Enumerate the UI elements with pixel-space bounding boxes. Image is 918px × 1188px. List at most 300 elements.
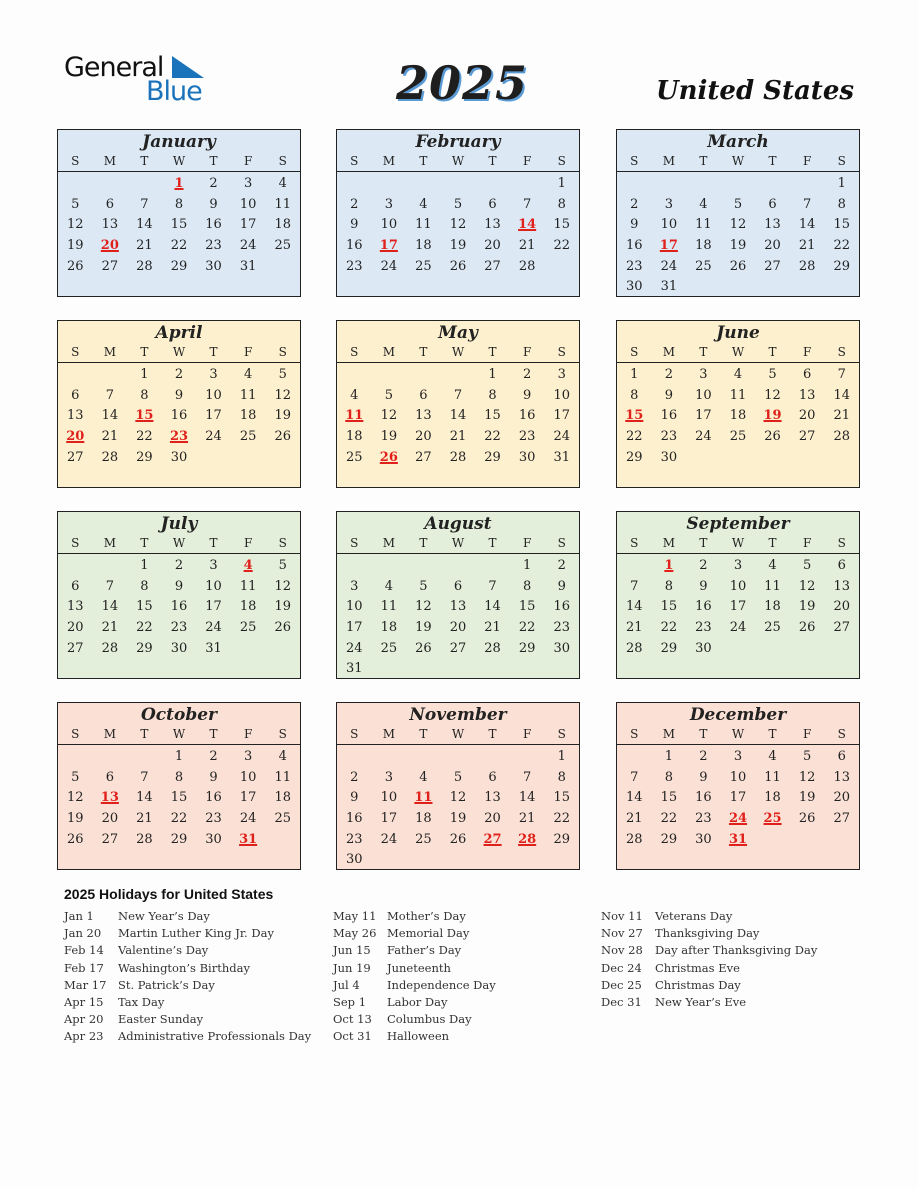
- day-cell: 9: [174, 578, 184, 594]
- day-cell: 29: [660, 831, 678, 847]
- weekday-label: S: [278, 727, 287, 741]
- holiday-list-item: [64, 942, 311, 959]
- day-cell: 12: [274, 387, 291, 403]
- day-cell: 9: [209, 769, 218, 785]
- weekday-label: W: [451, 536, 465, 550]
- weekday-label: T: [140, 345, 149, 359]
- general-blue-logo: [64, 52, 214, 112]
- weekday-header: [337, 725, 579, 745]
- holiday-name: Day after Thanksgiving Day: [655, 943, 818, 958]
- day-cell: 26: [274, 620, 291, 636]
- day-cell: 6: [453, 578, 463, 594]
- empty-cell: [475, 556, 510, 577]
- day-cell: 18: [239, 408, 257, 424]
- holiday-name: Tax Day: [118, 994, 165, 1009]
- day-cell: 3: [733, 749, 743, 764]
- day-cell: 10: [660, 217, 678, 233]
- weekday-label: W: [731, 154, 745, 168]
- day-cell: 4: [419, 196, 428, 212]
- day-cell: 5: [71, 196, 80, 212]
- day-cell: 14: [101, 599, 119, 615]
- day-cell: 5: [278, 367, 287, 382]
- holiday-name: Independence Day: [387, 977, 496, 992]
- day-cell: 5: [419, 578, 428, 594]
- day-cell: 23: [346, 831, 363, 847]
- empty-cell: [93, 556, 128, 577]
- weekday-label: W: [731, 727, 745, 741]
- day-cell: 29: [170, 258, 188, 274]
- day-cell: 29: [136, 640, 153, 656]
- day-cell: 13: [449, 599, 467, 615]
- weekday-header: [617, 152, 859, 172]
- day-cell: 19: [274, 599, 291, 615]
- holiday-name: Easter Sunday: [118, 1012, 204, 1027]
- weekday-header: [58, 534, 300, 554]
- weekday-label: M: [103, 154, 116, 168]
- day-cell: 4: [384, 578, 393, 594]
- day-cell: 18: [380, 620, 398, 636]
- holiday-date: May 26: [333, 926, 377, 941]
- day-cell: 24: [239, 811, 257, 827]
- day-grid: [337, 363, 579, 468]
- day-grid: [617, 745, 859, 850]
- day-cell: 12: [729, 217, 747, 233]
- day-cell: 11: [729, 387, 747, 403]
- day-cell: 26: [415, 640, 432, 656]
- day-cell: 18: [346, 429, 363, 445]
- day-cell: 21: [833, 408, 850, 424]
- holiday-list-item: [333, 925, 496, 942]
- holiday-name: Veterans Day: [655, 909, 733, 923]
- day-cell: 3: [243, 176, 253, 191]
- day-cell: 28: [101, 449, 119, 465]
- weekday-label: F: [522, 536, 532, 550]
- day-cell: 16: [346, 238, 363, 254]
- day-cell: 24: [380, 831, 398, 847]
- empty-cell: [406, 747, 441, 768]
- day-grid: [337, 745, 579, 871]
- day-cell: 26: [798, 811, 816, 827]
- weekday-label: F: [243, 345, 253, 359]
- empty-cell: [406, 174, 441, 195]
- day-cell: 3: [243, 749, 253, 764]
- day-cell: 1: [174, 749, 184, 764]
- day-cell: 31: [553, 449, 570, 465]
- day-cell: 12: [380, 408, 398, 424]
- day-cell: 24: [205, 429, 222, 445]
- weekday-label: T: [768, 727, 777, 741]
- day-cell: 25: [239, 620, 257, 636]
- day-cell: 14: [626, 790, 643, 806]
- day-cell: 12: [449, 217, 467, 233]
- day-cell: 21: [136, 238, 153, 254]
- day-cell: 27: [101, 258, 119, 274]
- day-cell: 27: [67, 449, 84, 465]
- weekday-label: S: [278, 536, 287, 550]
- empty-cell: [127, 174, 162, 195]
- day-cell: 30: [518, 449, 536, 465]
- month-name: February: [415, 132, 501, 152]
- holiday-date: Nov 27: [601, 926, 643, 941]
- day-cell: 5: [802, 558, 812, 573]
- holiday-list-item: [333, 1028, 496, 1045]
- holiday-name: St. Patrick’s Day: [118, 977, 215, 992]
- day-cell: 23: [205, 811, 222, 827]
- day-cell: 16: [660, 408, 678, 424]
- day-cell: 4: [243, 367, 253, 382]
- day-cell: 12: [415, 599, 432, 615]
- day-cell: 14: [626, 599, 643, 615]
- day-cell: 29: [833, 258, 850, 274]
- day-cell: 28: [833, 429, 850, 445]
- day-cell: 3: [699, 367, 708, 382]
- weekday-label: F: [802, 727, 812, 741]
- day-cell: 24: [239, 238, 257, 254]
- holiday-list-item: [601, 994, 817, 1011]
- holiday-name: Labor Day: [387, 994, 448, 1009]
- holiday-name: Mother’s Day: [387, 909, 466, 923]
- holiday-date: Oct 13: [333, 1012, 372, 1027]
- day-cell: 11: [695, 217, 712, 233]
- day-cell: 13: [798, 387, 816, 403]
- day-cell: 9: [350, 217, 359, 233]
- holiday-date: Jan 1: [64, 909, 94, 923]
- weekday-label: T: [209, 345, 218, 359]
- month-january: [57, 129, 301, 297]
- day-cell: 27: [798, 429, 816, 445]
- weekday-label: W: [172, 345, 186, 359]
- day-cell: 30: [346, 852, 363, 868]
- logo-text-general: General: [64, 52, 164, 83]
- weekday-label: S: [278, 154, 287, 168]
- weekday-label: F: [243, 727, 253, 741]
- logo-text-blue: Blue: [146, 76, 202, 107]
- day-cell: 18: [729, 408, 747, 424]
- day-cell: 4: [278, 749, 287, 764]
- weekday-label: S: [71, 536, 80, 550]
- holiday-day-cell: 19: [763, 408, 782, 424]
- day-cell: 27: [484, 258, 501, 274]
- day-cell: 7: [837, 367, 846, 382]
- day-cell: 20: [67, 620, 84, 636]
- month-november: [336, 702, 580, 870]
- empty-cell: [510, 747, 545, 768]
- empty-cell: [475, 747, 510, 768]
- day-cell: 20: [484, 238, 501, 254]
- day-cell: 26: [798, 620, 816, 636]
- day-cell: 15: [660, 599, 678, 615]
- day-cell: 19: [729, 238, 747, 254]
- weekday-label: T: [488, 727, 497, 741]
- holiday-day-cell: 15: [135, 408, 154, 424]
- holiday-date: May 11: [333, 909, 377, 923]
- day-cell: 15: [136, 599, 153, 615]
- day-cell: 8: [664, 578, 673, 594]
- day-cell: 27: [833, 620, 850, 636]
- day-cell: 8: [557, 769, 566, 785]
- day-cell: 19: [449, 811, 467, 827]
- month-name: July: [160, 514, 198, 534]
- day-cell: 13: [484, 217, 501, 233]
- day-cell: 16: [205, 790, 222, 806]
- holiday-day-cell: 15: [625, 408, 644, 424]
- weekday-label: T: [140, 727, 149, 741]
- month-february: [336, 129, 580, 297]
- day-cell: 5: [453, 769, 463, 785]
- day-cell: 1: [140, 367, 149, 382]
- weekday-header: [337, 152, 579, 172]
- day-cell: 26: [67, 831, 84, 847]
- day-cell: 9: [664, 387, 673, 403]
- day-cell: 7: [140, 196, 149, 212]
- day-cell: 14: [798, 217, 816, 233]
- month-name: August: [424, 514, 492, 534]
- holiday-day-cell: 20: [66, 429, 85, 445]
- weekday-label: S: [630, 727, 639, 741]
- weekday-label: S: [71, 727, 80, 741]
- day-grid: [617, 363, 859, 468]
- holiday-list-item: [64, 925, 311, 942]
- day-cell: 1: [837, 176, 846, 191]
- weekday-label: T: [768, 154, 777, 168]
- day-cell: 22: [833, 238, 850, 254]
- day-cell: 23: [695, 811, 712, 827]
- day-cell: 20: [101, 811, 119, 827]
- holiday-date: Oct 31: [333, 1029, 372, 1044]
- day-cell: 8: [837, 196, 846, 212]
- day-cell: 4: [768, 749, 777, 764]
- weekday-label: M: [662, 536, 675, 550]
- day-cell: 10: [380, 790, 398, 806]
- day-cell: 30: [553, 640, 570, 656]
- holiday-name: Father’s Day: [387, 943, 462, 958]
- weekday-label: S: [557, 345, 566, 359]
- day-cell: 22: [660, 811, 678, 827]
- day-cell: 4: [733, 367, 743, 382]
- day-cell: 3: [664, 196, 673, 212]
- holidays-heading: 2025 Holidays for United States: [64, 886, 274, 902]
- weekday-label: S: [557, 536, 566, 550]
- day-cell: 2: [174, 367, 184, 382]
- empty-cell: [790, 174, 825, 195]
- holiday-name: New Year’s Eve: [655, 994, 747, 1009]
- weekday-label: M: [382, 345, 395, 359]
- weekday-label: M: [382, 727, 395, 741]
- day-cell: 10: [380, 217, 398, 233]
- empty-cell: [686, 174, 721, 195]
- holiday-name: Christmas Eve: [655, 960, 740, 975]
- holiday-date: Feb 14: [64, 943, 104, 958]
- day-grid: [58, 172, 300, 277]
- empty-cell: [93, 365, 128, 386]
- weekday-label: S: [630, 154, 639, 168]
- day-cell: 21: [136, 811, 153, 827]
- day-cell: 7: [802, 196, 812, 212]
- weekday-header: [617, 534, 859, 554]
- day-cell: 26: [729, 258, 747, 274]
- day-cell: 12: [798, 769, 816, 785]
- day-cell: 7: [522, 196, 532, 212]
- holiday-list-item: [601, 977, 817, 994]
- logo-triangle-icon: [172, 56, 204, 78]
- day-cell: 1: [630, 367, 639, 382]
- day-cell: 17: [553, 408, 570, 424]
- day-cell: 8: [174, 196, 184, 212]
- day-cell: 27: [449, 640, 467, 656]
- day-cell: 20: [833, 599, 850, 615]
- country-title: United States: [655, 76, 854, 106]
- weekday-label: M: [662, 154, 675, 168]
- weekday-label: T: [699, 727, 708, 741]
- weekday-label: T: [209, 536, 218, 550]
- weekday-label: S: [557, 154, 566, 168]
- month-name: April: [155, 323, 203, 343]
- day-cell: 21: [626, 811, 643, 827]
- holiday-list-item: [601, 960, 817, 977]
- holiday-list-item: [601, 942, 817, 959]
- day-cell: 24: [380, 258, 398, 274]
- day-grid: [58, 554, 300, 659]
- day-cell: 8: [557, 196, 566, 212]
- day-cell: 6: [105, 769, 114, 785]
- day-cell: 27: [833, 811, 850, 827]
- day-cell: 18: [764, 599, 781, 615]
- day-cell: 27: [764, 258, 781, 274]
- day-cell: 29: [518, 640, 536, 656]
- day-cell: 15: [660, 790, 678, 806]
- day-cell: 21: [626, 620, 643, 636]
- weekday-label: T: [768, 345, 777, 359]
- day-cell: 19: [380, 429, 398, 445]
- weekday-header: [58, 725, 300, 745]
- day-cell: 5: [384, 387, 393, 403]
- holiday-name: Martin Luther King Jr. Day: [118, 926, 274, 941]
- day-cell: 22: [660, 620, 678, 636]
- day-cell: 22: [170, 811, 188, 827]
- day-cell: 11: [239, 387, 257, 403]
- day-cell: 11: [239, 578, 257, 594]
- holiday-name: New Year’s Day: [118, 909, 210, 923]
- day-cell: 17: [205, 599, 222, 615]
- weekday-label: W: [451, 154, 465, 168]
- empty-cell: [721, 174, 756, 195]
- day-cell: 26: [67, 258, 84, 274]
- day-cell: 29: [484, 449, 501, 465]
- day-cell: 9: [350, 790, 359, 806]
- day-cell: 25: [415, 258, 432, 274]
- weekday-label: T: [419, 345, 428, 359]
- holiday-date: Sep 1: [333, 994, 367, 1009]
- day-cell: 30: [205, 258, 222, 274]
- weekday-label: T: [488, 345, 497, 359]
- weekday-label: S: [630, 536, 639, 550]
- weekday-label: W: [451, 345, 465, 359]
- empty-cell: [406, 365, 441, 386]
- weekday-label: M: [662, 727, 675, 741]
- weekday-label: M: [103, 345, 116, 359]
- weekday-label: T: [699, 536, 708, 550]
- weekday-label: W: [451, 727, 465, 741]
- day-cell: 2: [630, 196, 639, 212]
- weekday-label: S: [630, 345, 639, 359]
- day-grid: [617, 172, 859, 298]
- weekday-label: F: [243, 536, 253, 550]
- holiday-list-column-3: [601, 908, 817, 1011]
- month-name: November: [409, 705, 507, 725]
- weekday-label: S: [837, 536, 846, 550]
- holiday-name: Halloween: [387, 1029, 450, 1044]
- day-cell: 16: [170, 408, 188, 424]
- holiday-date: Dec 25: [601, 977, 642, 992]
- day-cell: 29: [626, 449, 643, 465]
- holiday-name: Administrative Professionals Day: [118, 1029, 312, 1044]
- weekday-label: F: [243, 154, 253, 168]
- month-name: June: [716, 323, 760, 343]
- holiday-list-item: [333, 908, 496, 925]
- holiday-day-cell: 27: [483, 831, 502, 847]
- day-cell: 22: [553, 811, 570, 827]
- weekday-label: S: [557, 727, 566, 741]
- day-cell: 28: [449, 449, 467, 465]
- day-cell: 28: [136, 831, 153, 847]
- day-cell: 29: [170, 831, 188, 847]
- day-cell: 8: [664, 769, 673, 785]
- day-cell: 13: [833, 578, 850, 594]
- day-cell: 9: [209, 196, 218, 212]
- day-cell: 25: [239, 429, 257, 445]
- day-cell: 29: [553, 831, 570, 847]
- weekday-header: [617, 343, 859, 363]
- day-grid: [58, 363, 300, 468]
- day-cell: 20: [798, 408, 816, 424]
- day-cell: 6: [837, 749, 846, 764]
- day-cell: 21: [484, 620, 501, 636]
- day-cell: 30: [695, 831, 712, 847]
- day-cell: 28: [626, 831, 643, 847]
- holiday-date: Nov 11: [601, 909, 643, 923]
- weekday-label: W: [731, 536, 745, 550]
- day-cell: 4: [278, 176, 287, 191]
- holiday-list-item: [64, 908, 311, 925]
- day-cell: 31: [205, 640, 222, 656]
- day-cell: 16: [695, 790, 712, 806]
- holiday-name: Thanksgiving Day: [655, 926, 760, 941]
- day-cell: 22: [626, 429, 643, 445]
- holiday-date: Jun 19: [333, 960, 371, 975]
- empty-cell: [372, 174, 407, 195]
- day-cell: 25: [764, 620, 781, 636]
- day-cell: 10: [553, 387, 570, 403]
- day-cell: 12: [764, 387, 781, 403]
- holiday-date: Dec 24: [601, 960, 642, 975]
- day-cell: 18: [274, 217, 291, 233]
- holiday-list-item: [333, 994, 496, 1011]
- day-cell: 2: [699, 558, 708, 573]
- day-cell: 28: [518, 258, 536, 274]
- day-cell: 13: [67, 599, 84, 615]
- day-cell: 15: [553, 790, 570, 806]
- holiday-date: Apr 15: [64, 994, 104, 1009]
- day-cell: 21: [798, 238, 816, 254]
- day-cell: 22: [170, 238, 188, 254]
- day-cell: 22: [518, 620, 536, 636]
- day-cell: 4: [350, 387, 359, 403]
- holiday-list-item: [333, 942, 496, 959]
- empty-cell: [372, 365, 407, 386]
- empty-cell: [372, 747, 407, 768]
- holiday-day-cell: 13: [100, 790, 119, 806]
- day-cell: 25: [346, 449, 363, 465]
